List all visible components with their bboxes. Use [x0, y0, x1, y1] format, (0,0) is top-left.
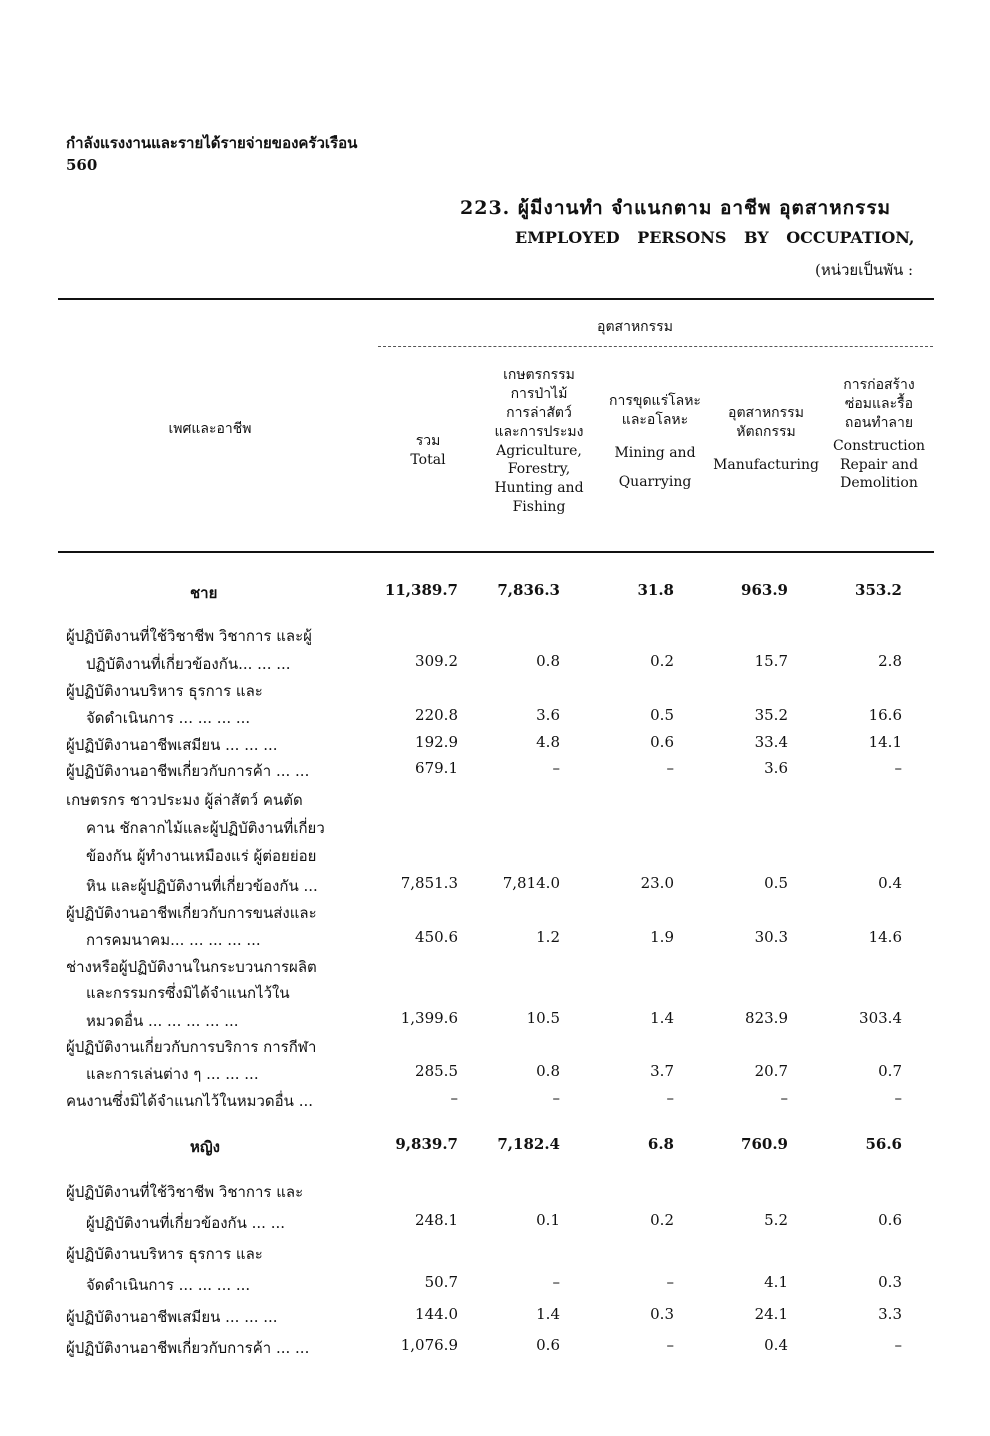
table-cell: 0.2 — [650, 652, 674, 670]
table-cell: 0.5 — [650, 706, 674, 724]
header-rule — [58, 551, 934, 553]
row-label: ผู้ปฏิบัติงานอาชีพเสมียน ... ... ... — [66, 1308, 278, 1326]
table-cell: 7,814.0 — [502, 874, 560, 892]
total-th: รวม — [415, 433, 441, 449]
table-cell: 30.3 — [754, 928, 788, 946]
column-header-manufacturing — [706, 404, 826, 475]
table-title-english: EMPLOYED PERSONS BY OCCUPATION, — [515, 228, 915, 247]
table-cell: 9,839.7 — [395, 1135, 458, 1153]
table-cell: 33.4 — [754, 733, 788, 751]
row-label: ผู้ปฏิบัติงานเกี่ยวกับการบริการ การกีฬา — [66, 1038, 317, 1056]
header-line: Forestry, — [507, 461, 571, 478]
table-cell: 0.6 — [536, 1336, 560, 1354]
row-label: ผู้ปฏิบัติงานอาชีพเกี่ยวกับการขนส่งและ — [66, 904, 317, 922]
header-line: และอโลหะ — [621, 411, 689, 428]
column-header-mining — [598, 392, 712, 492]
table-cell: 679.1 — [415, 759, 458, 777]
row-label: ปฏิบัติงานที่เกี่ยวข้องกัน... ... ... — [86, 655, 291, 673]
table-cell: – — [894, 1336, 902, 1354]
table-cell: 1.4 — [536, 1305, 560, 1323]
table-cell: – — [552, 1089, 560, 1107]
table-cell: 220.8 — [415, 706, 458, 724]
table-cell: 2.8 — [878, 652, 902, 670]
group-divider — [378, 346, 933, 347]
table-cell: 3.6 — [536, 706, 560, 724]
table-cell: 0.1 — [536, 1211, 560, 1229]
table-cell: 6.8 — [647, 1135, 674, 1153]
table-cell: – — [894, 1089, 902, 1107]
table-cell: 192.9 — [415, 733, 458, 751]
table-cell: 0.7 — [878, 1062, 902, 1080]
table-cell: 3.6 — [764, 759, 788, 777]
table-cell: 20.7 — [754, 1062, 788, 1080]
header-line: Construction — [832, 437, 926, 454]
row-label: และกรรมกรซึ่งมิได้จำแนกไว้ใน — [86, 984, 290, 1002]
row-label: ข้องกัน ผู้ทำงานเหมืองแร่ ผู้ต่อยย่อย — [86, 847, 317, 865]
table-cell: 23.0 — [640, 874, 674, 892]
table-cell: 3.7 — [650, 1062, 674, 1080]
row-label: ผู้ปฏิบัติงานอาชีพเกี่ยวกับการค้า ... ... — [66, 1339, 310, 1357]
header-line: การล่าสัตว์ — [506, 404, 572, 421]
header-line: Fishing — [512, 499, 566, 516]
table-cell: 7,851.3 — [400, 874, 458, 892]
header-line: หัตถกรรม — [736, 423, 796, 440]
table-cell: 50.7 — [424, 1273, 458, 1291]
table-cell: 4.1 — [764, 1273, 788, 1291]
table-cell: 0.4 — [764, 1336, 788, 1354]
row-label: และการเล่นต่าง ๆ ... ... ... — [86, 1065, 259, 1083]
header-line: Repair and — [839, 456, 919, 473]
table-cell: – — [666, 759, 674, 777]
unit-note: (หน่วยเป็นพัน : — [815, 261, 914, 279]
header-line: Quarrying — [618, 473, 692, 490]
row-label: ผู้ปฏิบัติงานอาชีพเสมียน ... ... ... — [66, 736, 278, 754]
row-label: คาน ชักลากไม้และผู้ปฏิบัติงานที่เกี่ยว — [86, 819, 325, 837]
table-cell: 14.6 — [868, 928, 902, 946]
table-cell: 14.1 — [868, 733, 902, 751]
table-cell: 0.8 — [536, 1062, 560, 1080]
row-label: ผู้ปฏิบัติงานบริหาร ธุรการ และ — [66, 682, 263, 700]
column-header-total — [388, 432, 468, 470]
table-cell: 15.7 — [754, 652, 788, 670]
industry-group-header: อุตสาหกรรม — [597, 319, 673, 335]
table-cell: – — [666, 1089, 674, 1107]
table-cell: 1,399.6 — [400, 1009, 458, 1027]
header-line: การป่าไม้ — [510, 385, 568, 402]
table-cell: – — [780, 1089, 788, 1107]
running-head: กำลังแรงงานและรายได้รายจ่ายของครัวเรือน — [66, 134, 358, 152]
table-cell: 760.9 — [741, 1135, 788, 1153]
header-line: และการประมง — [494, 423, 584, 440]
table-cell: 3.3 — [878, 1305, 902, 1323]
row-label: หมวดอื่น ... ... ... ... ... — [86, 1012, 239, 1030]
row-label: คนงานซึ่งมิได้จำแนกไว้ในหมวดอื่น ... — [66, 1092, 314, 1110]
table-cell: 0.4 — [878, 874, 902, 892]
table-cell: 353.2 — [855, 581, 902, 599]
header-line: การขุดแร่โลหะ — [609, 393, 701, 409]
header-line: ถอนทำลาย — [844, 414, 914, 431]
table-cell: – — [666, 1273, 674, 1291]
table-cell: 10.5 — [526, 1009, 560, 1027]
row-label: ช่างหรือผู้ปฏิบัติงานในกระบวนการผลิต — [66, 958, 317, 976]
header-line: Manufacturing — [713, 456, 819, 473]
column-header-agriculture — [480, 366, 598, 517]
row-label: เกษตรกร ชาวประมง ผู้ล่าสัตว์ คนตัด — [66, 791, 303, 809]
row-header: เพศและอาชีพ — [168, 421, 252, 437]
table-title-thai: 223. ผู้มีงานทำ จำแนกตาม อาชีพ อุตสาหกรรม — [460, 197, 892, 219]
header-line: Agriculture, — [496, 442, 582, 459]
table-cell: 1,076.9 — [400, 1336, 458, 1354]
section-label-female: หญิง — [190, 1138, 220, 1156]
row-label: จัดดำเนินการ ... ... ... ... — [86, 1276, 251, 1294]
table-cell: 31.8 — [637, 581, 674, 599]
table-cell: 309.2 — [415, 652, 458, 670]
header-line: Demolition — [840, 475, 918, 492]
page-number: 560 — [66, 156, 98, 174]
table-cell: – — [894, 759, 902, 777]
row-label: หิน และผู้ปฏิบัติงานที่เกี่ยวข้องกัน ... — [86, 877, 318, 895]
table-cell: 0.6 — [878, 1211, 902, 1229]
table-cell: 285.5 — [415, 1062, 458, 1080]
table-cell: – — [552, 1273, 560, 1291]
table-cell: 303.4 — [859, 1009, 902, 1027]
table-cell: 56.6 — [865, 1135, 902, 1153]
table-cell: 0.8 — [536, 652, 560, 670]
table-cell: 1.4 — [650, 1009, 674, 1027]
header-line: การก่อสร้าง — [843, 377, 915, 393]
section-label-male: ชาย — [190, 584, 218, 602]
table-cell: 7,182.4 — [497, 1135, 560, 1153]
header-line: Mining and — [614, 444, 696, 461]
table-cell: 35.2 — [754, 706, 788, 724]
table-cell: 823.9 — [745, 1009, 788, 1027]
header-line: เกษตรกรรม — [503, 367, 575, 383]
row-label: ผู้ปฏิบัติงานที่ใช้วิชาชีพ วิชาการ และ — [66, 1183, 304, 1201]
header-line: Hunting and — [494, 480, 584, 497]
table-cell: – — [666, 1336, 674, 1354]
table-cell: 4.8 — [536, 733, 560, 751]
row-label: ผู้ปฏิบัติงานที่เกี่ยวข้องกัน ... ... — [86, 1214, 286, 1232]
table-cell: 450.6 — [415, 928, 458, 946]
table-cell: 16.6 — [868, 706, 902, 724]
row-label: ผู้ปฏิบัติงานบริหาร ธุรการ และ — [66, 1245, 263, 1263]
row-label: การคมนาคม... ... ... ... ... — [86, 931, 261, 949]
column-header-construction — [820, 376, 938, 493]
row-label: จัดดำเนินการ ... ... ... ... — [86, 709, 251, 727]
table-cell: 248.1 — [415, 1211, 458, 1229]
table-cell: 0.6 — [650, 733, 674, 751]
table-cell: 11,389.7 — [384, 581, 458, 599]
table-cell: 0.3 — [878, 1273, 902, 1291]
table-cell: 7,836.3 — [497, 581, 560, 599]
table-cell: 0.5 — [764, 874, 788, 892]
row-label: ผู้ปฏิบัติงานอาชีพเกี่ยวกับการค้า ... ... — [66, 762, 310, 780]
table-cell: 24.1 — [754, 1305, 788, 1323]
table-cell: 1.2 — [536, 928, 560, 946]
table-cell: 5.2 — [764, 1211, 788, 1229]
row-label: ผู้ปฏิบัติงานที่ใช้วิชาชีพ วิชาการ และผู้ — [66, 627, 312, 645]
table-cell: – — [450, 1089, 458, 1107]
table-cell: – — [552, 759, 560, 777]
table-cell: 144.0 — [415, 1305, 458, 1323]
table-cell: 1.9 — [650, 928, 674, 946]
table-cell: 0.2 — [650, 1211, 674, 1229]
total-en: Total — [410, 451, 446, 468]
table-cell: 963.9 — [741, 581, 788, 599]
header-line: ซ่อมและรื้อ — [844, 395, 914, 412]
top-rule — [58, 298, 934, 300]
table-cell: 0.3 — [650, 1305, 674, 1323]
header-line: อุตสาหกรรม — [728, 405, 804, 421]
